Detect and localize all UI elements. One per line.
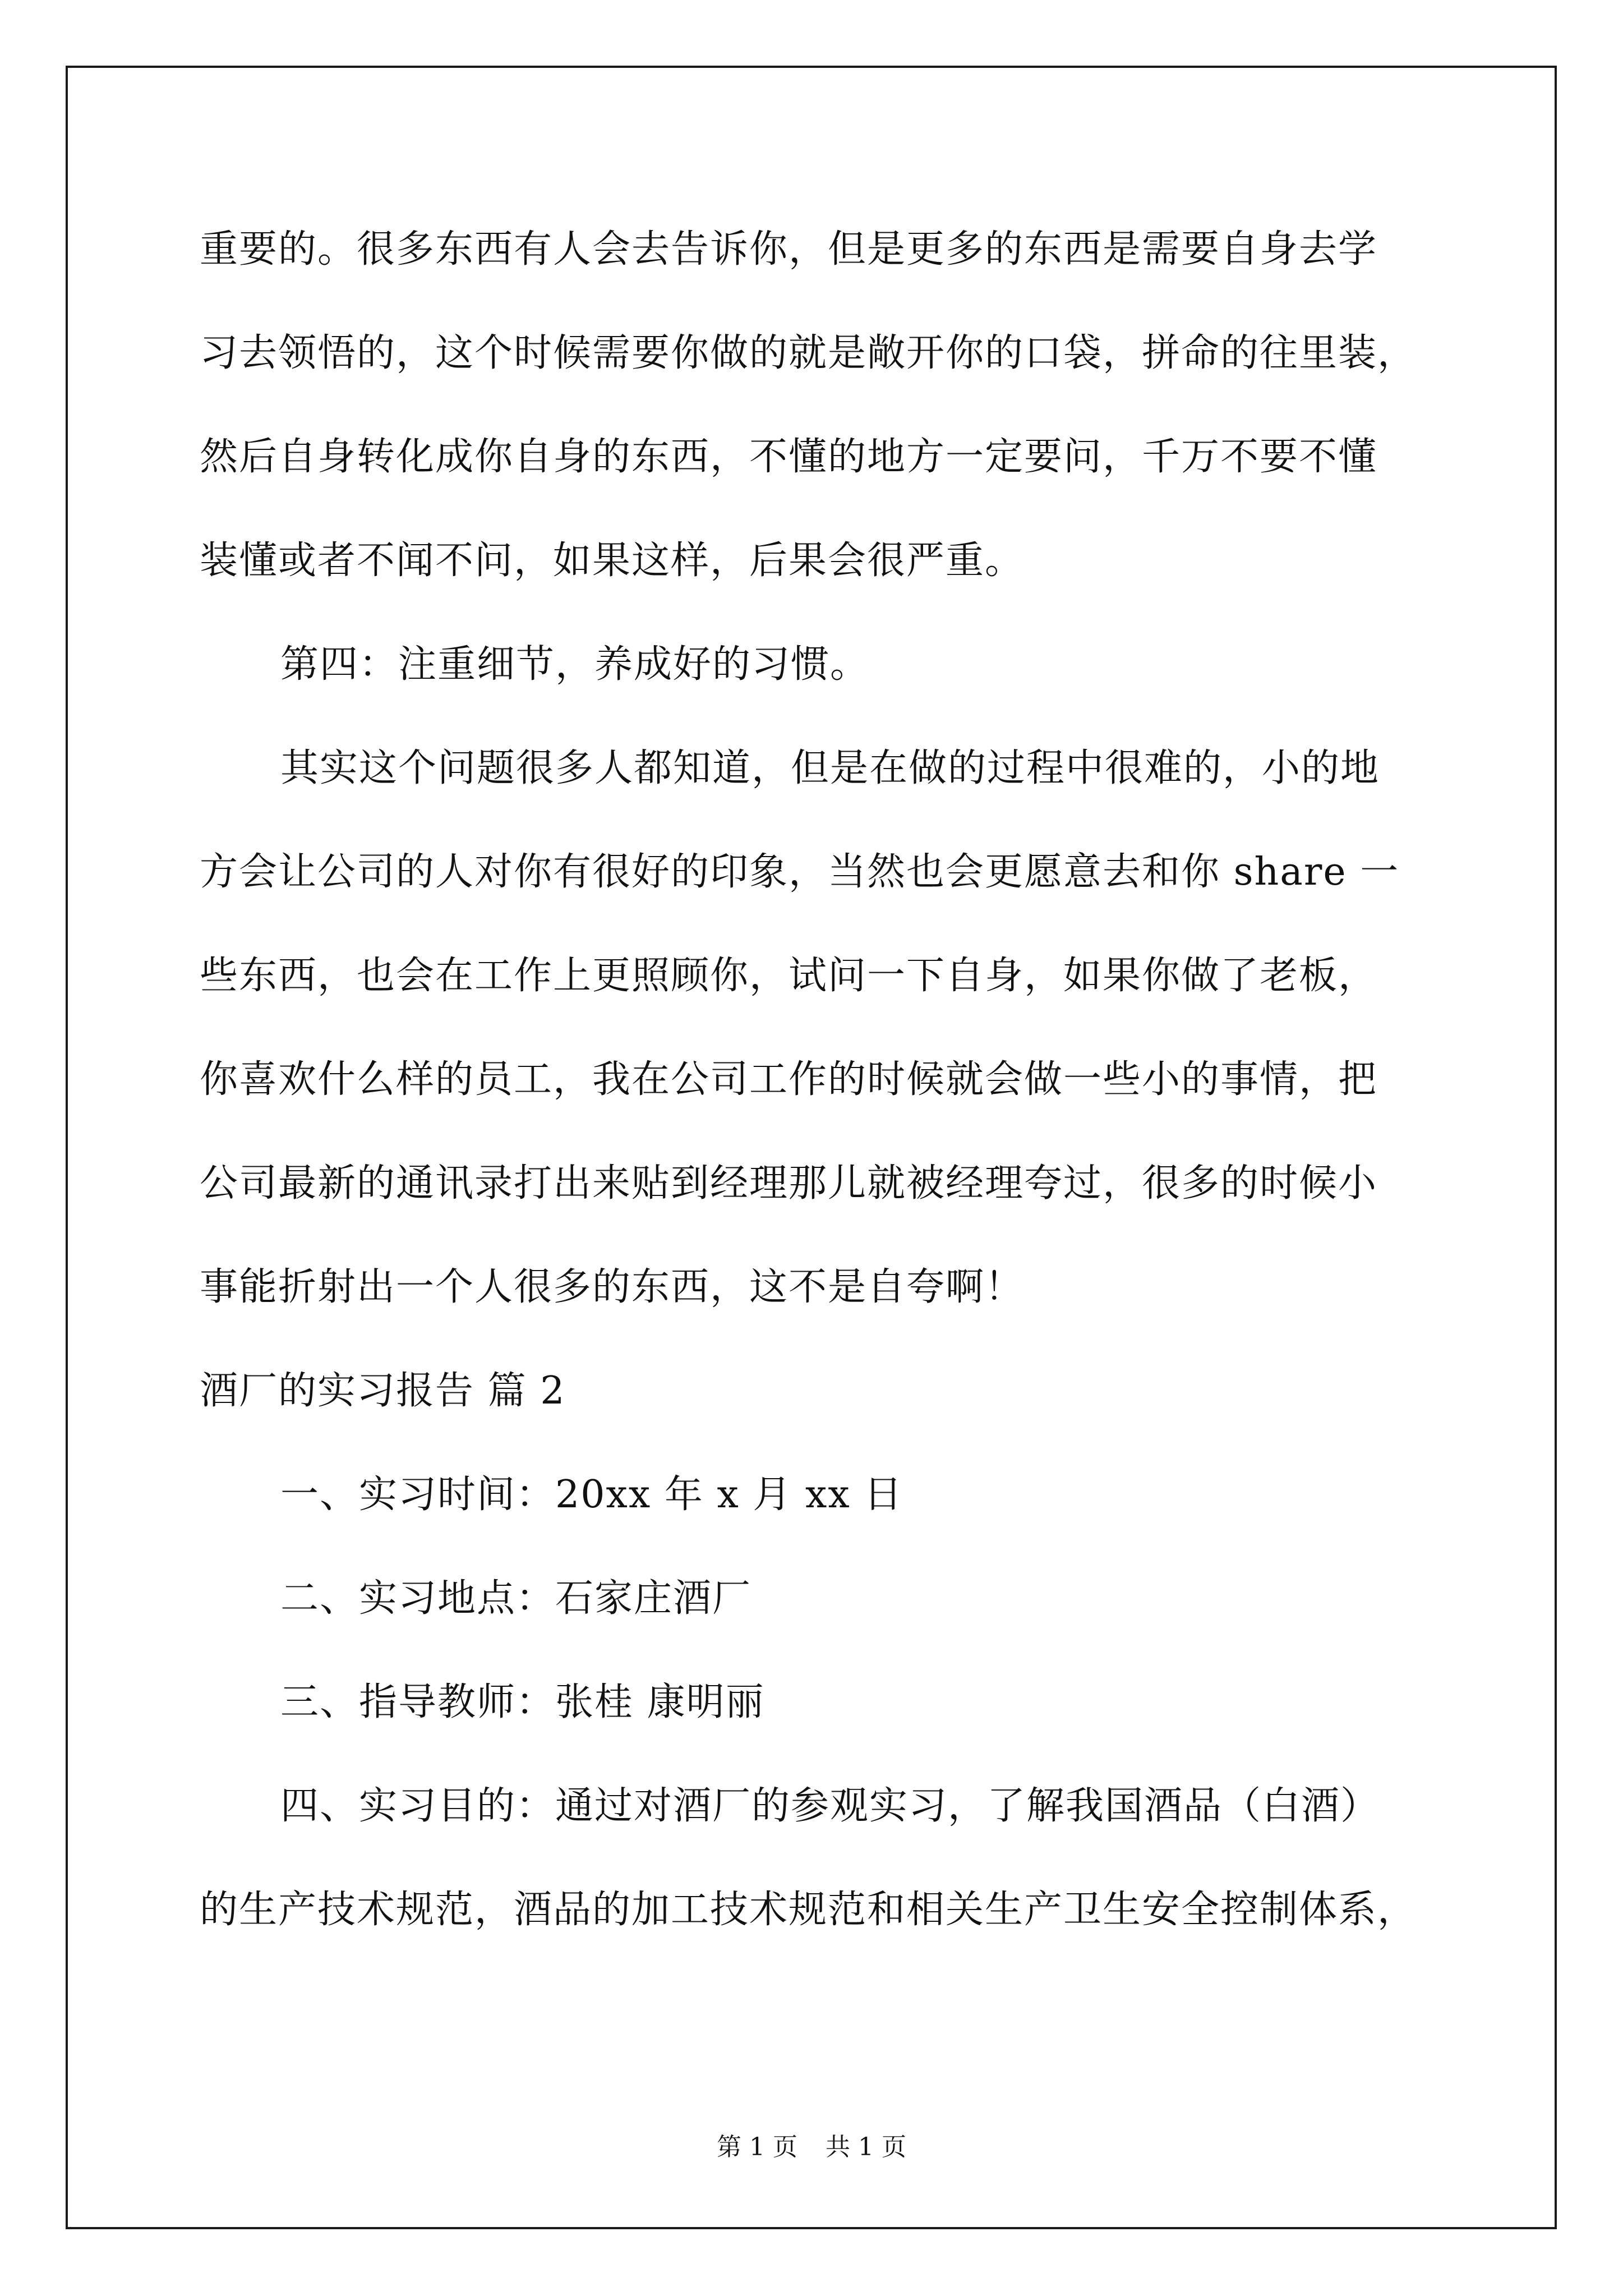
list-item: 三、指导教师：张桂 康明丽	[280, 1680, 765, 1724]
text-line: 公司最新的通讯录打出来贴到经理那儿就被经理夸过，很多的时候小	[200, 1161, 1378, 1205]
text-line: 你喜欢什么样的员工，我在公司工作的时候就会做一些小的事情，把	[200, 1057, 1378, 1102]
section-heading: 第四：注重细节，养成好的习惯。	[280, 642, 870, 687]
text-line: 其实这个问题很多人都知道，但是在做的过程中很难的，小的地	[280, 746, 1380, 790]
text-line: 习去领悟的，这个时候需要你做的就是敞开你的口袋，拼命的往里装，	[200, 331, 1417, 375]
page-footer	[0, 2132, 1623, 2163]
page-number: 第 1 页	[717, 2133, 797, 2161]
text-line: 装懂或者不闻不问，如果这样，后果会很严重。	[200, 539, 1025, 583]
text-line: 方会让公司的人对你有很好的印象，当然也会更愿意去和你 share 一	[200, 850, 1400, 894]
text-line: 重要的。很多东西有人会去告诉你，但是更多的东西是需要自身去学	[200, 227, 1378, 272]
list-item: 四、实习目的：通过对酒厂的参观实习，了解我国酒品（白酒）	[280, 1784, 1380, 1828]
text-line: 事能折射出一个人很多的东西，这不是自夸啊！	[200, 1265, 1025, 1309]
article-title: 酒厂的实习报告 篇 2	[200, 1369, 566, 1413]
list-item: 一、实习时间：20xx 年 x 月 xx 日	[280, 1473, 903, 1517]
list-item: 二、实习地点：石家庄酒厂	[280, 1576, 752, 1621]
page-total: 共 1 页	[826, 2133, 906, 2161]
text-line: 些东西，也会在工作上更照顾你，试问一下自身，如果你做了老板，	[200, 954, 1378, 998]
text-line: 然后自身转化成你自身的东西，不懂的地方一定要问，千万不要不懂	[200, 435, 1378, 479]
text-line: 的生产技术规范，酒品的加工技术规范和相关生产卫生安全控制体系，	[200, 1888, 1417, 1932]
